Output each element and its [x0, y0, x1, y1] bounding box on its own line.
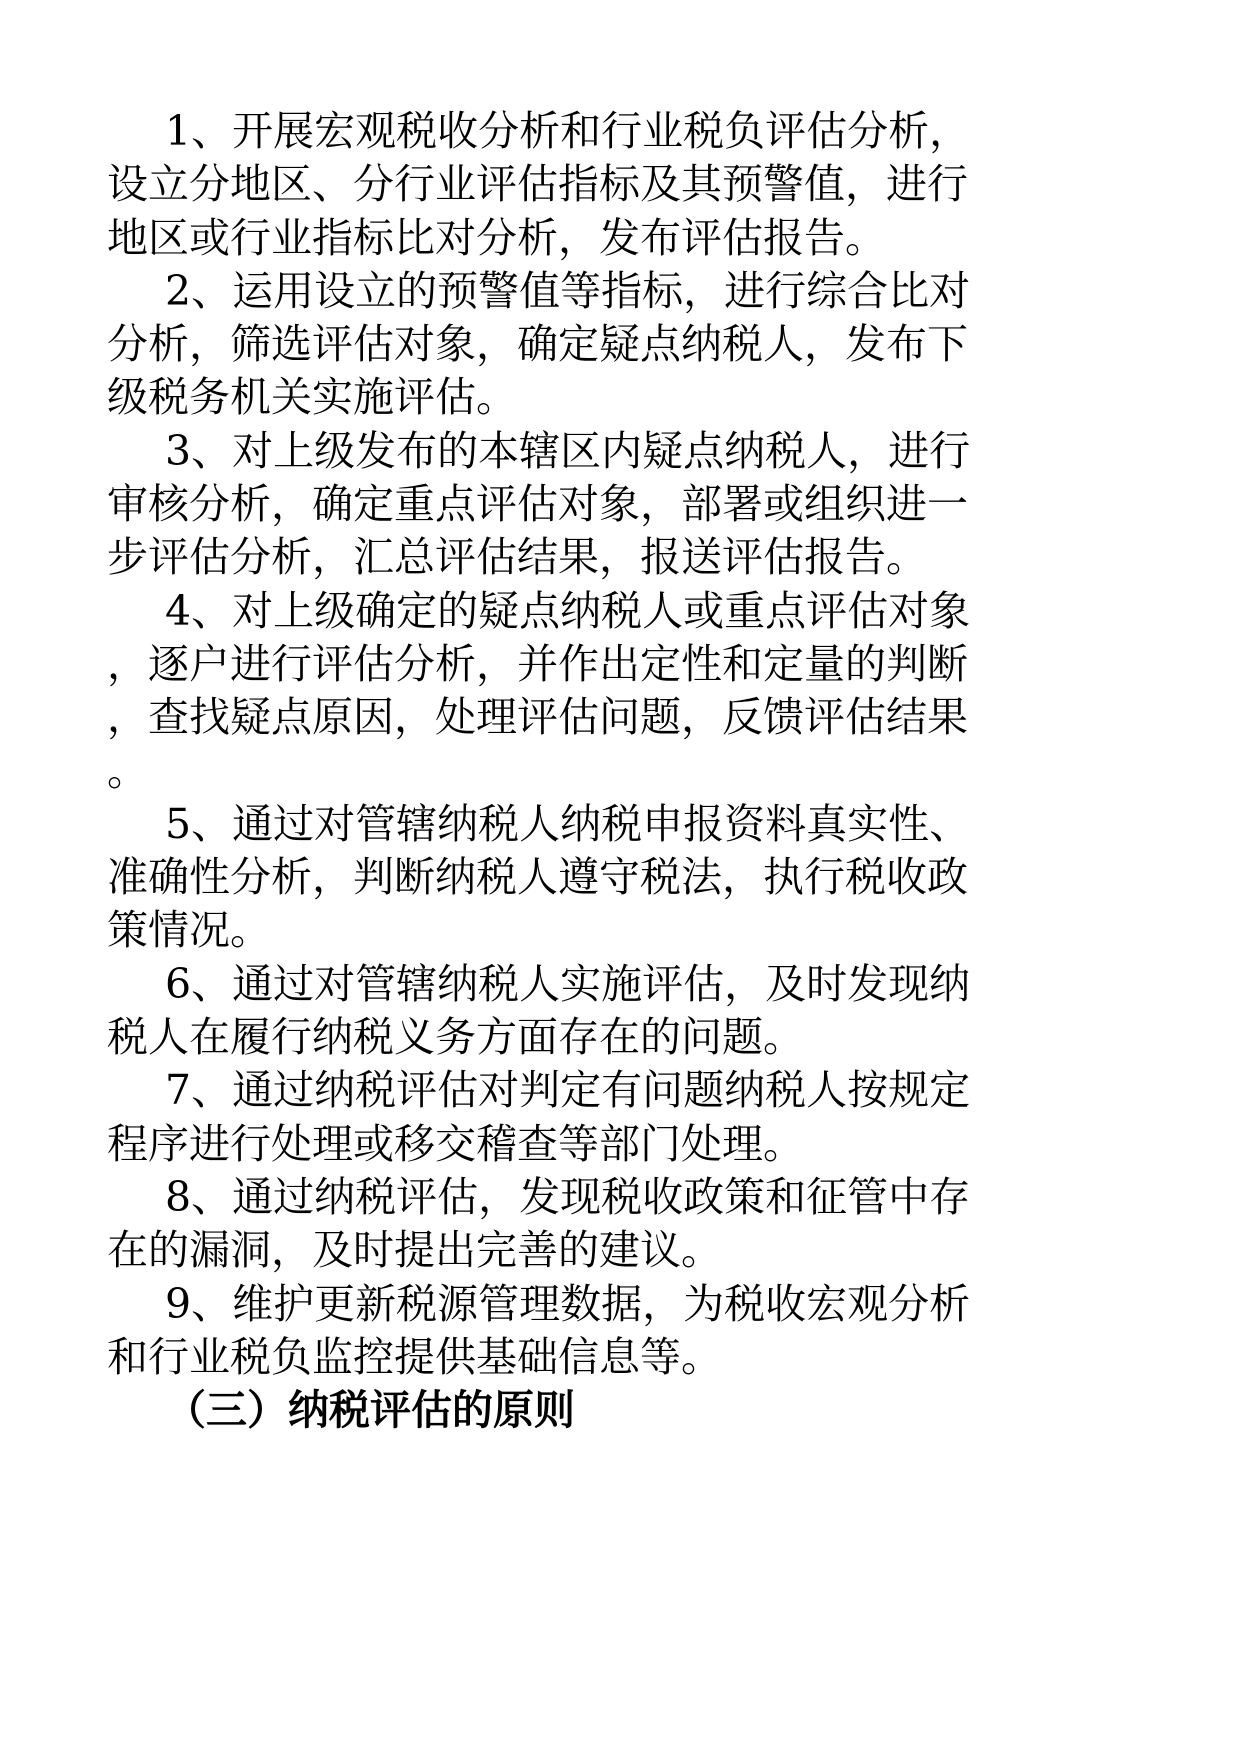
text-line: ，查找疑点原因，处理评估问题，反馈评估结果 [107, 693, 968, 742]
text-line: 地区或行业指标比对分析，发布评估报告。 [107, 213, 886, 262]
text-line: 审核分析，确定重点评估对象，部署或组织进一 [107, 480, 968, 529]
text-line: 税人在履行纳税义务方面存在的问题。 [107, 1013, 804, 1062]
paragraph-3 [107, 425, 1007, 585]
document-body [107, 105, 1007, 1437]
paragraph-4 [107, 585, 1007, 798]
text-line: 6、通过对管辖纳税人实施评估，及时发现纳 [165, 959, 971, 1008]
text-line: 在的漏洞，及时提出完善的建议。 [107, 1226, 722, 1275]
paragraph-2 [107, 265, 1007, 425]
paragraph-8 [107, 1171, 1007, 1278]
paragraph-6 [107, 958, 1007, 1065]
text-line: 3、对上级发布的本辖区内疑点纳税人，进行 [165, 426, 971, 475]
paragraph-9 [107, 1278, 1007, 1385]
paragraph-7 [107, 1064, 1007, 1171]
paragraph-1 [107, 105, 1007, 265]
text-line: 和行业税负监控提供基础信息等。 [107, 1332, 722, 1381]
text-line: 设立分地区、分行业评估指标及其预警值，进行 [107, 160, 968, 209]
text-line: 程序进行处理或移交稽查等部门处理。 [107, 1119, 804, 1168]
text-line: 4、对上级确定的疑点纳税人或重点评估对象 [165, 586, 971, 635]
text-line: 2、运用设立的预警值等指标，进行综合比对 [165, 266, 971, 315]
text-line: 9、维护更新税源管理数据，为税收宏观分析 [165, 1279, 971, 1328]
section-heading: （三）纳税评估的原则 [165, 1386, 575, 1435]
text-line: 分析，筛选评估对象，确定疑点纳税人，发布下 [107, 320, 968, 369]
text-line: 5、通过对管辖纳税人纳税申报资料真实性、 [165, 799, 971, 848]
text-line: 级税务机关实施评估。 [107, 373, 517, 422]
text-line: 。 [107, 746, 148, 795]
text-line: 准确性分析，判断纳税人遵守税法，执行税收政 [107, 853, 968, 902]
text-line: 1、开展宏观税收分析和行业税负评估分析， [165, 107, 971, 155]
text-line: 策情况。 [107, 906, 271, 955]
text-line: 步评估分析，汇总评估结果，报送评估报告。 [107, 533, 927, 582]
text-line: ，逐户进行评估分析，并作出定性和定量的判断 [107, 639, 968, 688]
text-line: 7、通过纳税评估对判定有问题纳税人按规定 [165, 1066, 971, 1115]
text-line: 8、通过纳税评估，发现税收政策和征管中存 [165, 1172, 971, 1221]
paragraph-5 [107, 798, 1007, 958]
